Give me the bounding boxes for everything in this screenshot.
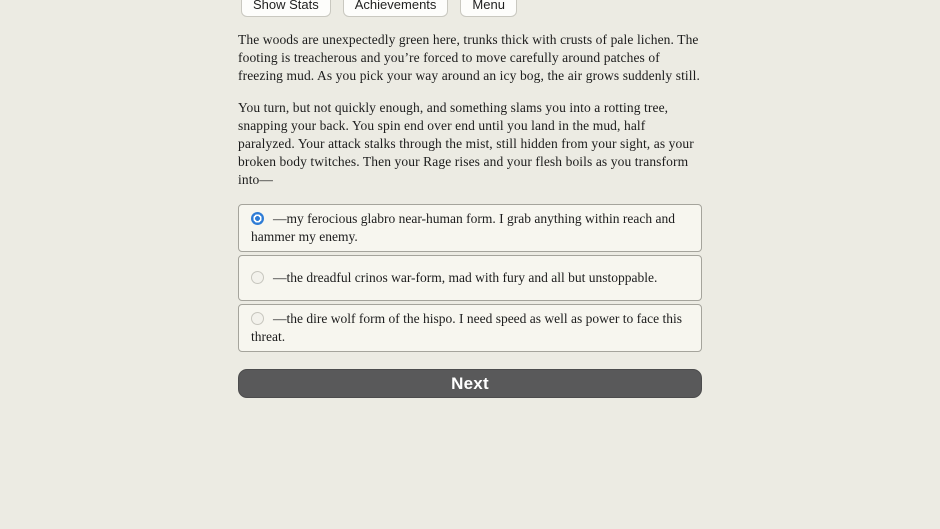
choice-option-crinos[interactable]: [238, 255, 702, 301]
achievements-button[interactable]: Achievements: [343, 0, 449, 17]
choice-group: [238, 204, 702, 352]
choice-option-hispo[interactable]: [238, 304, 702, 352]
story-paragraph: The woods are unexpectedly green here, trunks thick with crusts of pale lichen. The footing is treacherous and you’re forced to move carefully around patches of freezing mud. As you pick your way around an icy bog, the air grows suddenly still.: [238, 32, 700, 83]
next-button[interactable]: Next: [238, 369, 702, 398]
story-paragraph: You turn, but not quickly enough, and something slams you into a rotting tree, snapping your back. You spin end over end until you land in the mud, half paralyzed. Your attack stalks through the mist, still hidden from your sight, as your broken body twitches. Then your Rage rises and your flesh boils as you transform into—: [238, 100, 694, 187]
menu-button[interactable]: Menu: [460, 0, 517, 17]
story-page: [238, 0, 702, 398]
choice-option-label: —my ferocious glabro near-human form. I grab anything within reach and hammer my enemy.: [251, 211, 675, 244]
radio-button-icon[interactable]: [251, 212, 264, 225]
radio-button-icon[interactable]: [251, 271, 264, 284]
story-text: [238, 31, 702, 189]
top-toolbar: [238, 0, 702, 17]
show-stats-button[interactable]: Show Stats: [241, 0, 331, 17]
choice-option-glabro[interactable]: [238, 204, 702, 252]
choice-option-label: —the dreadful crinos war-form, mad with fury and all but unstoppable.: [273, 270, 658, 285]
radio-button-icon[interactable]: [251, 312, 264, 325]
choice-option-label: —the dire wolf form of the hispo. I need speed as well as power to face this threat.: [251, 311, 683, 344]
